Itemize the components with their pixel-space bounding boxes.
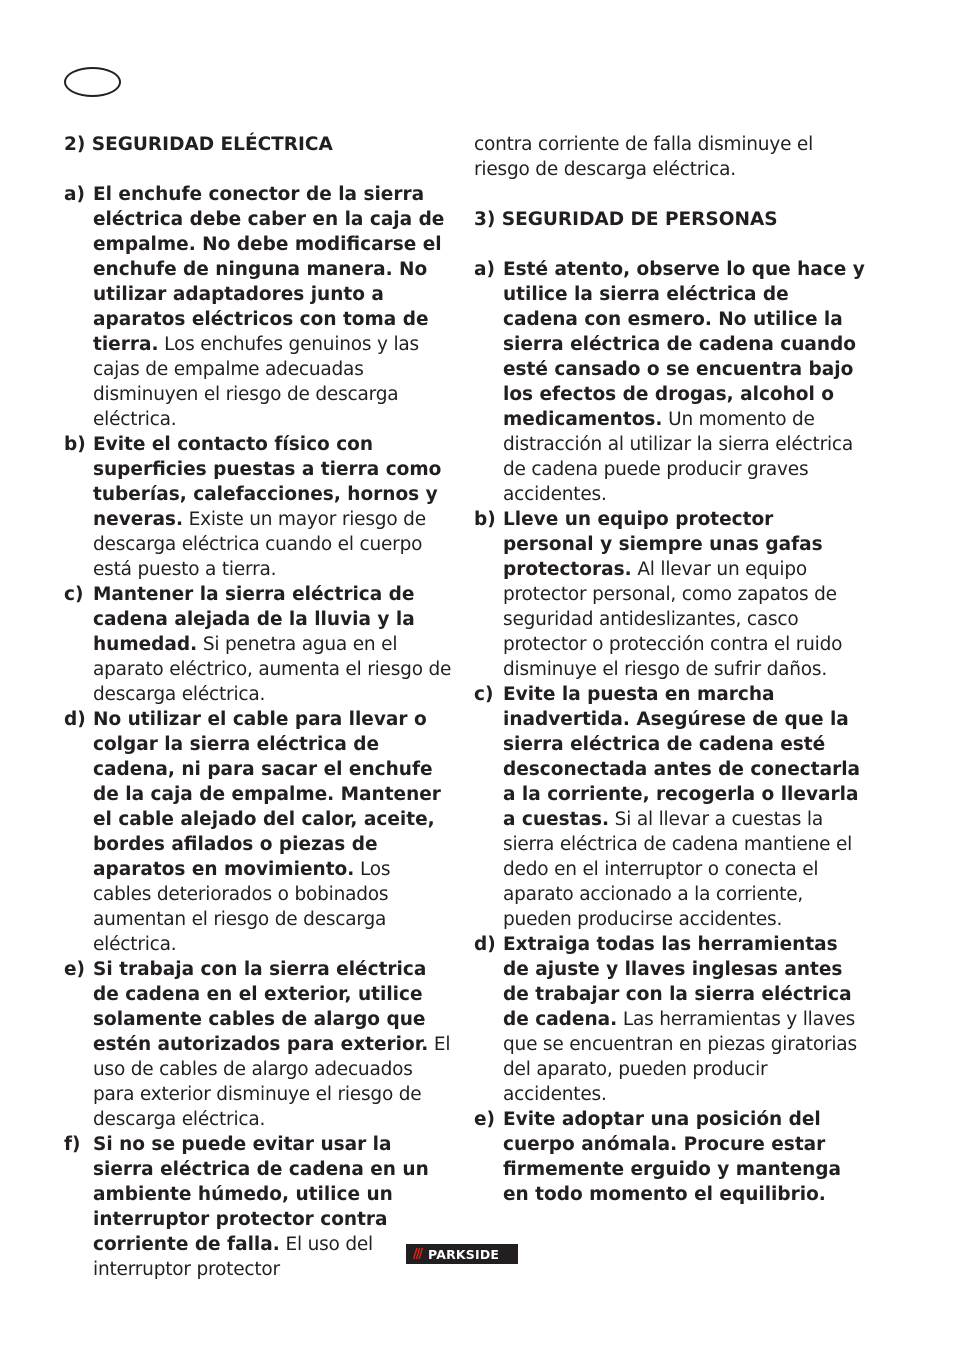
list-item	[64, 182, 454, 432]
list-item	[474, 932, 866, 1107]
language-badge-oval	[64, 67, 121, 97]
right-column	[474, 132, 866, 1207]
list-item-label: d)	[474, 934, 496, 955]
list-item-label: a)	[64, 184, 85, 205]
left-column	[64, 132, 454, 1282]
list-item	[64, 957, 454, 1132]
list-item-bold-text: Lleve un equipo protector personal y siempre unas gafas protectoras.	[503, 509, 823, 580]
list-item-body-text: Un momento de distracción al utilizar la sierra eléctrica de cadena puede producir graves accidentes.	[503, 409, 854, 505]
list-item-bold-text: Si trabaja con la sierra eléctrica de cadena en el exterior, utilice solamente cables de alargo que estén autorizados para exterior.	[93, 959, 429, 1055]
list-item-bold-text: Esté atento, observe lo que hace y utilice la sierra eléctrica de cadena con esmero. No utilice la sierra eléctrica de cadena cuando esté cansado o se encuentra bajo los efectos de drogas, alcohol o medicamentos.	[503, 259, 865, 430]
list-item-bold-text: Extraiga todas las herramientas de ajuste y llaves inglesas antes de trabajar con la sierra eléctrica de cadena.	[503, 934, 852, 1030]
brand-name: PARKSIDE	[428, 1246, 500, 1262]
list-item-label: f)	[64, 1134, 81, 1155]
list-item-label: c)	[64, 584, 84, 605]
personal-safety-list	[474, 257, 866, 1207]
list-item-label: b)	[64, 434, 86, 455]
list-item-body-text: El uso del interruptor protector	[93, 1234, 373, 1280]
list-item-label: e)	[474, 1109, 496, 1130]
list-item-body-text: Si penetra agua en el aparato eléctrico, aumenta el riesgo de descarga eléctrica.	[93, 634, 452, 705]
list-item-bold-text: Evite la puesta en marcha inadvertida. Asegúrese de que la sierra eléctrica de cadena esté desconectada antes de conectarla a la corriente, recogerla o llevarla a cuestas.	[503, 684, 861, 830]
list-item	[474, 507, 866, 682]
logo-stripes-icon: ///	[412, 1246, 422, 1262]
list-item	[64, 432, 454, 582]
list-item-label: a)	[474, 259, 495, 280]
list-item	[474, 1107, 866, 1207]
continuation-text: contra corriente de falla disminuye el riesgo de descarga eléctrica.	[474, 134, 814, 180]
list-item-body-text: Si al llevar a cuestas la sierra eléctrica de cadena mantiene el dedo en el interruptor o conecta el aparato accionado a la corriente, pueden producirse accidentes.	[503, 809, 853, 930]
list-item-body-text: Al llevar un equipo protector personal, como zapatos de seguridad antideslizantes, casco protector o protección contra el ruido disminuye el riesgo de sufrir daños.	[503, 559, 843, 680]
list-item	[64, 707, 454, 957]
list-item-label: b)	[474, 509, 496, 530]
list-item-bold-text: Mantener la sierra eléctrica de cadena alejada de la lluvia y la humedad.	[93, 584, 415, 655]
list-item-body-text: Existe un mayor riesgo de descarga eléctrica cuando el cuerpo está puesto a tierra.	[93, 509, 426, 580]
section-heading-electrical-safety: 2) SEGURIDAD ELÉCTRICA	[64, 134, 333, 155]
list-item-body-text: El uso de cables de alargo adecuados para exterior disminuye el riesgo de descarga eléctrica.	[93, 1034, 451, 1130]
list-item-label: c)	[474, 684, 494, 705]
list-item-label: e)	[64, 959, 86, 980]
list-item-body-text: Las herramientas y llaves que se encuentran en piezas giratorias del aparato, pueden producir accidentes.	[503, 1009, 857, 1105]
list-item-bold-text: Si no se puede evitar usar la sierra eléctrica de cadena en un ambiente húmedo, utilice un interruptor protector contra corriente de falla.	[93, 1134, 429, 1255]
list-item	[474, 682, 866, 932]
electrical-safety-list	[64, 182, 454, 1282]
list-item-bold-text: No utilizar el cable para llevar o colgar la sierra eléctrica de cadena, ni para sacar el enchufe de la caja de empalme. Mantener el cable alejado del calor, aceite, bordes afilados o piezas de aparatos en movimiento.	[93, 709, 441, 880]
section-heading-personal-safety: 3) SEGURIDAD DE PERSONAS	[474, 209, 778, 230]
list-item-label: d)	[64, 709, 86, 730]
list-item	[474, 257, 866, 507]
list-item	[64, 1132, 454, 1282]
list-item	[64, 582, 454, 707]
list-item-body-text: Los enchufes genuinos y las cajas de empalme adecuadas disminuyen el riesgo de descarga eléctrica.	[93, 334, 419, 430]
list-item-bold-text: Evite el contacto físico con superficies puestas a tierra como tuberías, calefacciones, hornos y neveras.	[93, 434, 442, 530]
list-item-body-text: Los cables deteriorados o bobinados aumentan el riesgo de descarga eléctrica.	[93, 859, 391, 955]
list-item-bold-text: Evite adoptar una posición del cuerpo anómala. Procure estar firmemente erguido y mantenga en todo momento el equilibrio.	[503, 1109, 842, 1205]
list-item-bold-text: El enchufe conector de la sierra eléctrica debe caber en la caja de empalme. No debe modificarse el enchufe de ninguna manera. No utilizar adaptadores junto a aparatos eléctricos con toma de tierra.	[93, 184, 445, 355]
parkside-logo	[406, 1244, 518, 1264]
